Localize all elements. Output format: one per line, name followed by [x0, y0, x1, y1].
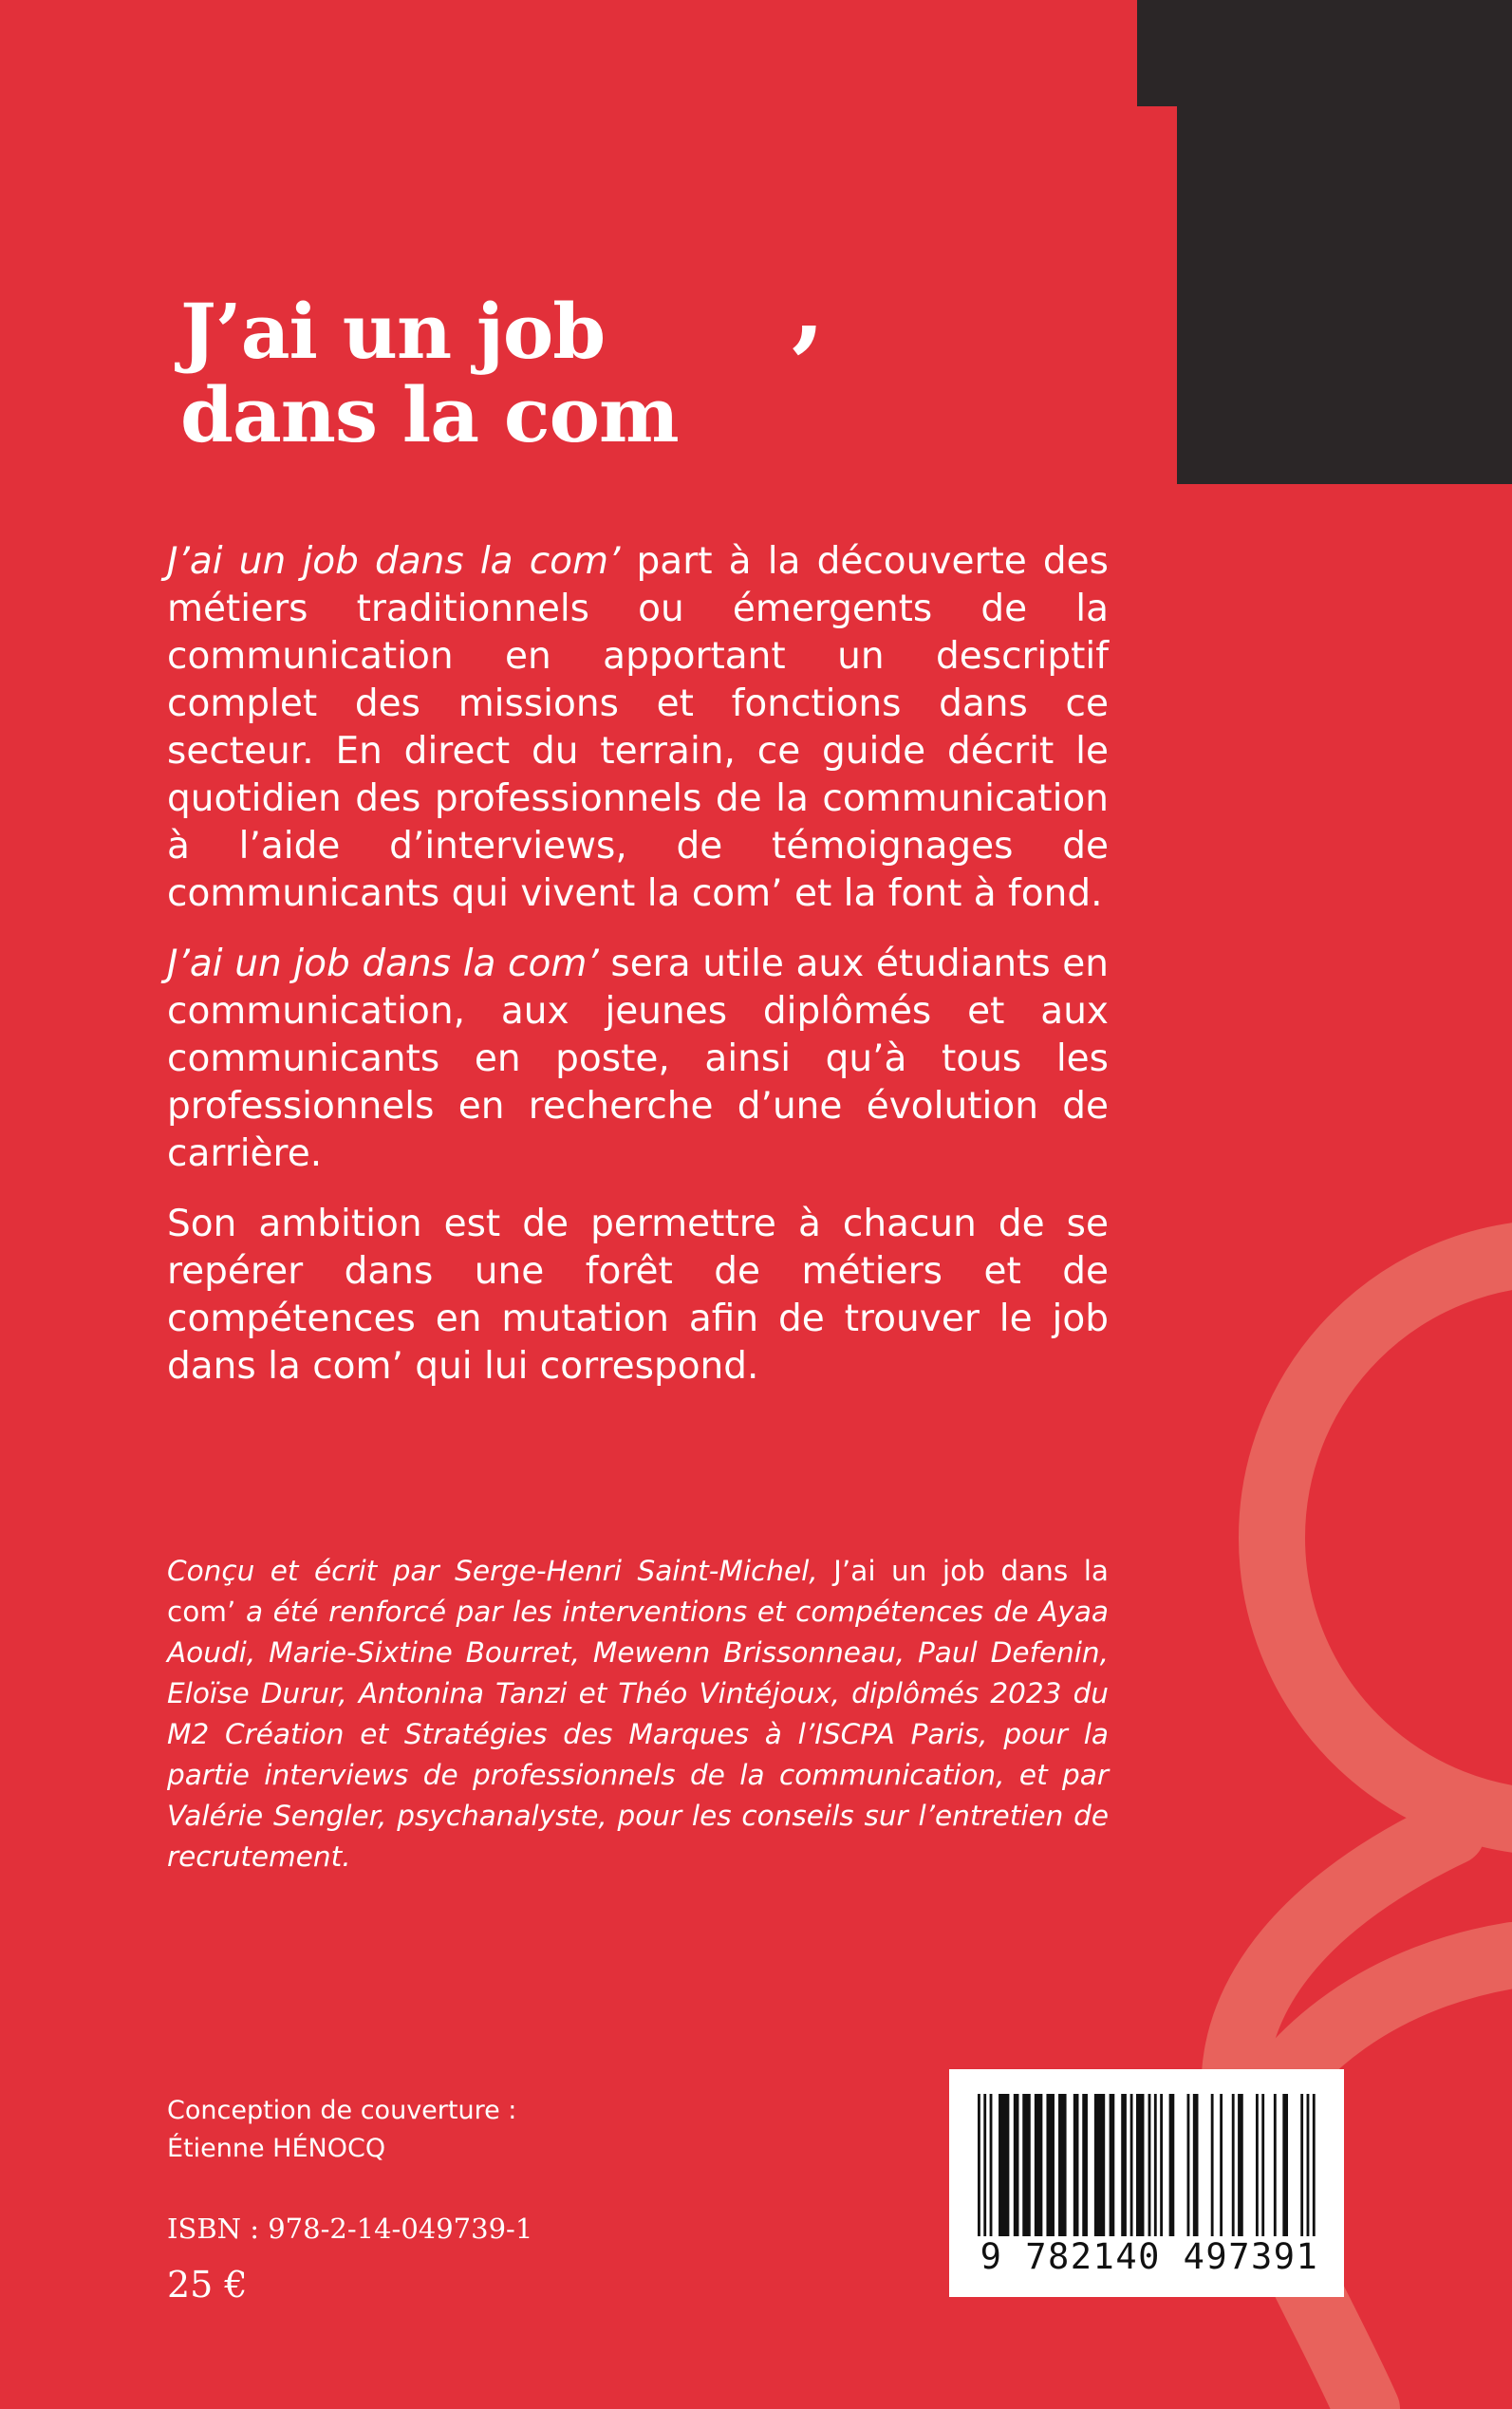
barcode-bar	[1169, 2094, 1175, 2236]
barcode-bar	[1058, 2094, 1067, 2236]
barcode-bar	[1022, 2094, 1031, 2236]
credits-part-2: a été renforcé par les interventions et compétences de Ayaa Aoudi, Marie-Sixtine Bourret, Mewenn Brissonneau, Paul Defenin, Eloïse Durur, Antonina Tanzi et Théo Vintéjoux, diplômés 2023 du M2 Création et Stratégies des Marques à l’ISCPA Paris, pour la partie interviews de professionnels de la communication, et par Valérie Sengler, psychanalyste, pour les conseils sur l’entretien de recrutement.	[167, 1596, 1109, 1873]
barcode-digits: 9 782140 497391	[980, 2236, 1319, 2277]
description-book-title-2: J’ai un job dans la com’	[167, 943, 599, 985]
price: 25 €	[167, 2264, 248, 2306]
barcode-bar	[1160, 2094, 1163, 2236]
description-text-2: sera utile aux étudiants en communication, aux jeunes diplômés et aux communicants en poste, ainsi qu’à tous les professionnels en recherche d’une évolution de carrière.	[167, 943, 1110, 1175]
credits-paragraph	[167, 1551, 1109, 1877]
barcode-bar	[978, 2094, 980, 2236]
title-apostrophe: ’	[788, 304, 824, 426]
description-paragraph-1	[167, 538, 1109, 918]
barcode-bar	[1148, 2094, 1151, 2236]
barcode-bar	[1136, 2094, 1145, 2236]
barcode-bar	[1035, 2094, 1043, 2236]
barcode	[949, 2069, 1344, 2297]
barcode-bar	[1300, 2094, 1303, 2236]
barcode-bar	[1094, 2094, 1105, 2236]
barcode-bar	[1073, 2094, 1079, 2236]
barcode-bar	[1211, 2094, 1214, 2236]
barcode-bar	[1193, 2094, 1199, 2236]
book-title	[180, 287, 824, 459]
barcode-bar	[1014, 2094, 1019, 2236]
barcode-bar	[1130, 2094, 1133, 2236]
cover-design-name: Étienne HÉNOCQ	[167, 2134, 386, 2163]
description-text-1: part à la découverte des métiers traditionnels ou émergents de la communication en apportant un descriptif complet des missions et fonctions dans ce secteur. En direct du terrain, ce guide décrit le quotidien des professionnels de la communication à l’aide d’interviews, de témoignages de communicants qui vivent la com’ et la font à fond.	[167, 540, 1109, 915]
barcode-bar	[1238, 2094, 1243, 2236]
barcode-bar	[999, 2094, 1009, 2236]
barcode-bar	[990, 2094, 993, 2236]
description-paragraph-2	[167, 941, 1109, 1178]
barcode-bar	[1187, 2094, 1190, 2236]
credits	[167, 1551, 1109, 1877]
barcode-bar	[1282, 2094, 1288, 2236]
description-paragraph-3: Son ambition est de permettre à chacun de se repérer dans une forêt de métiers et de compétences en mutation afin de trouver le job dans la com’ qui lui correspond.	[167, 1203, 1109, 1388]
barcode-bar	[1313, 2094, 1316, 2236]
description	[167, 538, 1109, 1413]
barcode-bar	[1110, 2094, 1115, 2236]
description-book-title-1: J’ai un job dans la com’	[167, 540, 621, 583]
barcode-icon	[978, 2094, 1316, 2236]
isbn: ISBN : 978-2-14-049739-1	[167, 2213, 533, 2245]
barcode-bar	[1274, 2094, 1277, 2236]
barcode-bar	[1256, 2094, 1259, 2236]
cover-design-credit	[167, 2092, 516, 2168]
title-line-1: J’ai un job	[180, 287, 606, 376]
cover-design-label: Conception de couverture :	[167, 2096, 517, 2125]
dark-block	[1177, 106, 1512, 484]
credits-book-title: J’ai un job dans la com’	[167, 1555, 1109, 1628]
barcode-bar	[1261, 2094, 1264, 2236]
barcode-bar	[1232, 2094, 1235, 2236]
barcode-bar	[1082, 2094, 1088, 2236]
credits-part-1: Conçu et écrit par Serge-Henri Saint-Michel,	[167, 1555, 834, 1587]
barcode-bar	[1046, 2094, 1055, 2236]
barcode-bar	[1154, 2094, 1157, 2236]
barcode-bar	[1121, 2094, 1127, 2236]
barcode-bar	[1307, 2094, 1310, 2236]
barcode-bar	[1220, 2094, 1223, 2236]
dark-block-top	[1137, 0, 1512, 106]
barcode-bar	[983, 2094, 986, 2236]
title-line-2: dans la com	[180, 370, 679, 459]
